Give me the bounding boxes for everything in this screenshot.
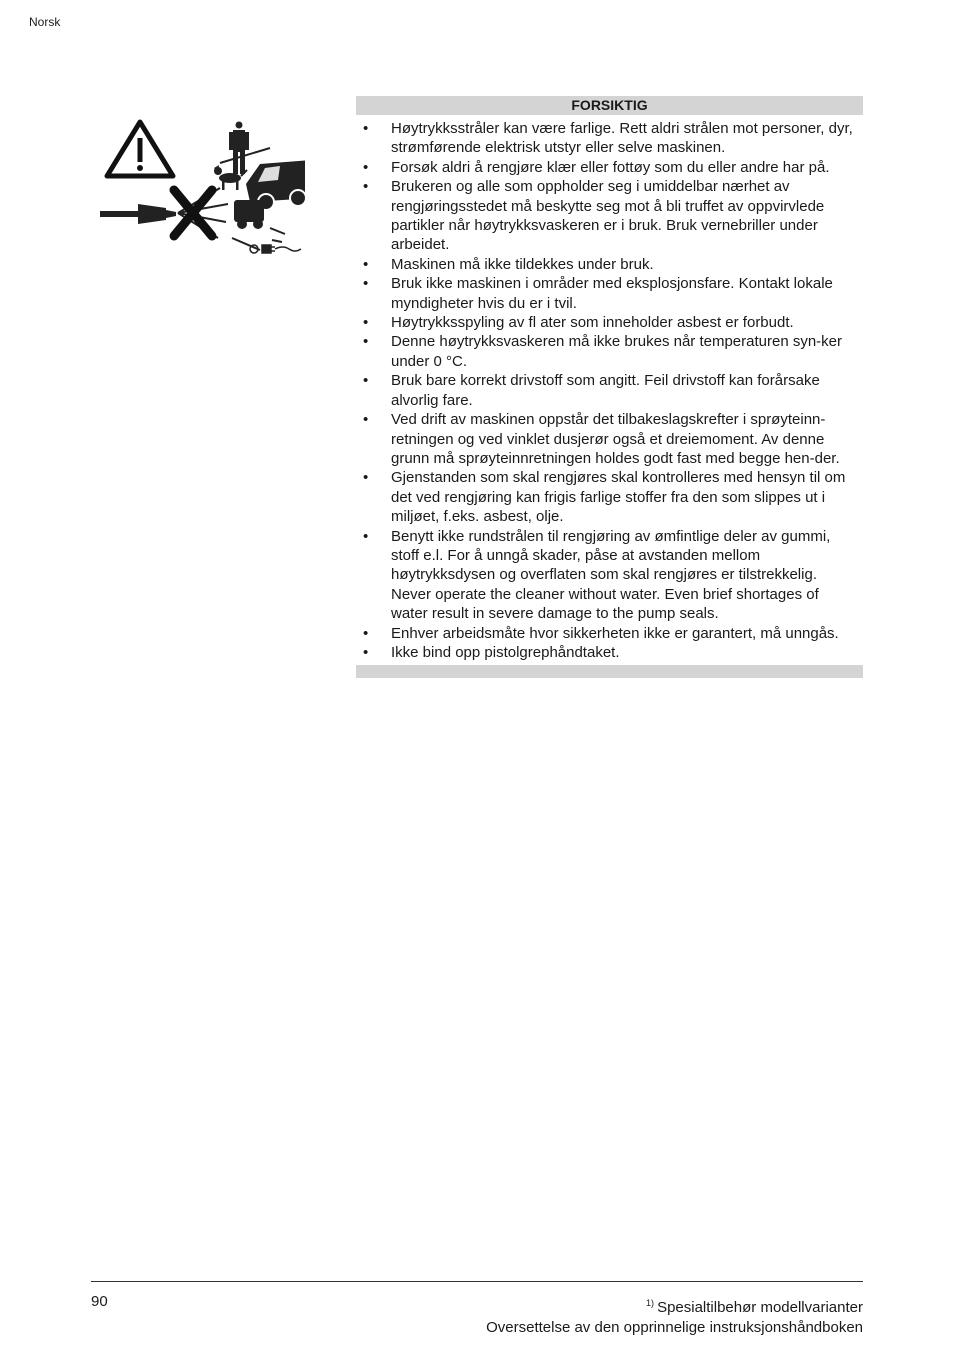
safety-warning-pictogram xyxy=(100,118,305,268)
list-item: • Forsøk aldri å rengjøre klær eller fottøy som du eller andre har på. xyxy=(363,158,830,176)
list-item: • Maskinen må ikke tildekkes under bruk. xyxy=(363,255,654,273)
caution-list xyxy=(356,119,863,662)
footer-notes xyxy=(486,1293,863,1338)
list-item: • Brukeren og alle som oppholder seg i umiddelbar nærhet av rengjøringsstedet må beskytte seg mot å bli truffet av oppvirvlede partikler når høytrykksvaskeren er i bruk. Bruk vernebriller under arbeidet. xyxy=(363,178,825,254)
bullet-icon: • xyxy=(363,469,369,487)
bullet-icon: • xyxy=(363,411,369,429)
footnote-line xyxy=(486,1293,863,1318)
footer-divider xyxy=(91,1281,863,1282)
list-item: • Gjenstanden som skal rengjøres skal kontrolleres med hensyn til om det ved rengjøring kan frigis farlige stoffer fra den som slippes ut i miljøet, f.eks. asbest, olje. xyxy=(363,469,846,526)
bullet-icon: • xyxy=(363,527,369,545)
list-item: • Høytrykksspyling av fl ater som inneholder asbest er forbudt. xyxy=(363,314,794,332)
list-item: • Bruk bare korrekt drivstoff som angitt. Feil drivstoff kan forårsake alvorlig fare. xyxy=(363,372,820,409)
bullet-icon: • xyxy=(363,314,369,332)
translation-note: Oversettelse av den opprinnelige instruksjonshåndboken xyxy=(486,1319,863,1336)
list-item: • Denne høytrykksvaskeren må ikke brukes når temperaturen syn-ker under 0 °C. xyxy=(363,333,843,370)
bullet-icon: • xyxy=(363,333,369,351)
list-item: • Ved drift av maskinen oppstår det tilbakeslagskrefter i sprøyteinn-retningen og ved vinklet dusjerør også et dreiemoment. Av denne grunn må sprøyteinnretningen holdes godt fast med begge hen-der. xyxy=(363,411,840,467)
page-number: 90 xyxy=(91,1293,108,1310)
list-item: • Høytrykksstråler kan være farlige. Rett aldri strålen mot personer, dyr, strømførende elektrisk utstyr eller selve maskinen. xyxy=(363,120,853,157)
list-item: • Enhver arbeidsmåte hvor sikkerheten ikke er garantert, må unngås. xyxy=(363,624,839,642)
caution-box-footer-bar xyxy=(356,665,863,678)
list-item: • Bruk ikke maskinen i områder med eksplosjonsfare. Kontakt lokale myndigheter hvis du er i tvil. xyxy=(363,275,833,312)
page-language-label: Norsk xyxy=(29,15,61,29)
electric-device-icon xyxy=(234,200,264,229)
plug-icon xyxy=(250,245,301,253)
bullet-icon: • xyxy=(363,255,369,273)
list-item: • Ikke bind opp pistolgrephåndtaket. xyxy=(363,643,620,661)
caution-box xyxy=(356,96,863,678)
footnote-marker: 1) xyxy=(646,1298,655,1308)
bullet-icon: • xyxy=(363,624,369,642)
list-item: • Benytt ikke rundstrålen til rengjøring av ømfintlige deler av gummi, stoff e.l. For å unngå skader, påse at avstanden mellom høytrykksdysen og overflaten som skal rengjøres er tilstrekkelig. Never operate the cleaner without water. Even brief shortages of water result in severe damage to the pump seals. xyxy=(363,527,831,623)
caution-title: FORSIKTIG xyxy=(356,96,863,115)
bullet-icon: • xyxy=(363,178,369,196)
bullet-icon: • xyxy=(363,158,369,176)
person-icon xyxy=(229,122,249,175)
footnote-text: Spesialtilbehør modellvarianter xyxy=(657,1299,863,1316)
bullet-icon: • xyxy=(363,120,369,137)
bullet-icon: • xyxy=(363,643,369,661)
warning-triangle-icon xyxy=(107,122,173,176)
bullet-icon: • xyxy=(363,372,369,390)
bullet-icon: • xyxy=(363,275,369,293)
spray-gun-icon xyxy=(100,204,176,224)
